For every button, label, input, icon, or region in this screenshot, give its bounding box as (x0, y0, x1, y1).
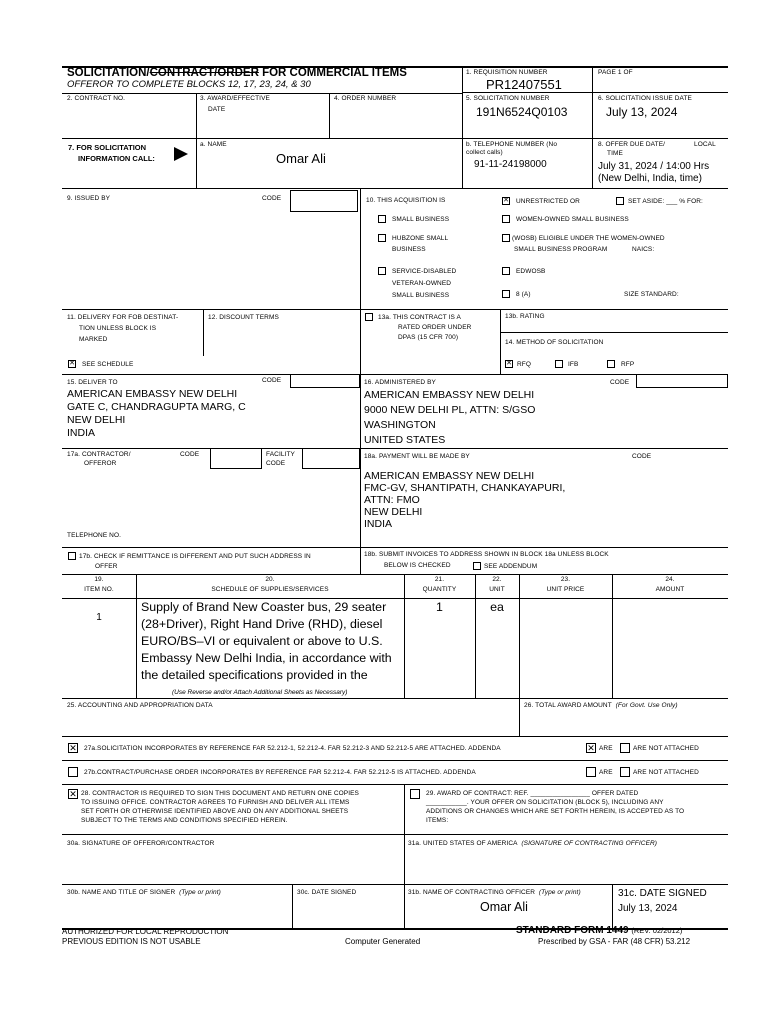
rfp-checkbox[interactable] (607, 360, 615, 368)
rated-order-label-3: DPAS (15 CFR 700) (398, 334, 459, 341)
payment-by-line-2[interactable]: FMC-GV, SHANTIPATH, CHANKAYAPURI, (364, 482, 566, 494)
unrestricted-label: UNRESTRICTED OR (516, 198, 580, 205)
size-standard-label: SIZE STANDARD: (624, 291, 679, 298)
sdvo-label-2: VETERAN-OWNED (392, 280, 452, 287)
27b-are-not-label: ARE NOT ATTACHED (633, 769, 699, 776)
administered-by-code-input[interactable] (636, 374, 728, 388)
col-item-label: ITEM NO. (84, 586, 114, 593)
payment-by-line-5[interactable]: INDIA (364, 518, 393, 530)
offer-due-label-1: 8. OFFER DUE DATE/ (598, 141, 666, 148)
block28-line-3: SET FORTH OR OTHERWISE IDENTIFIED ABOVE AND ON ANY ADDITIONAL SHEETS (81, 808, 349, 815)
clause-27a-checkbox[interactable]: ✕ (69, 743, 77, 753)
award-date-label: 3. AWARD/EFFECTIVE (200, 95, 270, 102)
item-number[interactable]: 1 (96, 612, 102, 623)
submit-invoices-label-2: BELOW IS CHECKED (384, 562, 451, 569)
administered-by-code-label: CODE (610, 379, 630, 386)
discount-terms-label: 12. DISCOUNT TERMS (208, 314, 279, 321)
block29-line-1: 29. AWARD OF CONTRACT: REF. ________________ OFFER DATED (426, 790, 639, 797)
req-number-label: 1. REQUISITION NUMBER (466, 69, 548, 76)
block29-line-3: ADDITIONS OR CHANGES WHICH ARE SET FORTH HEREIN, IS ACCEPTED AS TO (426, 808, 685, 815)
unrestricted-checkbox[interactable]: ✕ (503, 197, 509, 204)
award-contract-checkbox[interactable] (410, 789, 420, 799)
rated-order-checkbox[interactable] (365, 313, 373, 321)
payment-by-line-1[interactable]: AMERICAN EMBASSY NEW DELHI (364, 470, 535, 482)
info-call-label-2: INFORMATION CALL: (78, 154, 155, 163)
col-amount-label: AMOUNT (655, 586, 685, 593)
col-unit-price-num: 23. (560, 576, 571, 583)
deliver-to-code-label: CODE (262, 377, 282, 384)
administered-by-line-3[interactable]: WASHINGTON (364, 419, 436, 431)
form-subtitle: OFFEROR TO COMPLETE BLOCKS 12, 17, 23, 24, & 30 (67, 79, 311, 90)
arrow-right-icon (174, 147, 188, 161)
footer-form-id: STANDARD FORM 1449 (REV. 02/2012) (516, 925, 683, 936)
offer-due-value-2[interactable]: (New Delhi, India, time) (598, 173, 702, 184)
small-business-checkbox[interactable] (378, 215, 386, 223)
offeror-date-signed-label: 30c. DATE SIGNED (297, 889, 357, 896)
accounting-label: 25. ACCOUNTING AND APPROPRIATION DATA (67, 702, 213, 709)
offeror-signature-label: 30a. SIGNATURE OF OFFEROR/CONTRACTOR (67, 840, 215, 847)
deliver-to-line-2[interactable]: GATE C, CHANDRAGUPTA MARG, C (67, 401, 246, 413)
remittance-label-1: 17b. CHECK IF REMITTANCE IS DIFFERENT AND PUT SUCH ADDRESS IN (79, 553, 311, 560)
footer-computer-generated: Computer Generated (345, 937, 421, 946)
hubzone-label-2: BUSINESS (392, 246, 426, 253)
col-item-num: 19. (94, 576, 104, 583)
col-unit-price-label: UNIT PRICE (546, 586, 585, 593)
hubzone-checkbox[interactable] (378, 234, 386, 242)
block29-line-4: ITEMS: (426, 817, 449, 824)
telephone-label-2: collect calls) (466, 149, 503, 156)
clause-27b-label: 27b.CONTRACT/PURCHASE ORDER INCORPORATES BY REFERENCE FAR 52.212-4. FAR 52.212-5 IS ATTACHED. ADDENDA (84, 769, 476, 776)
col-unit-label: UNIT (489, 586, 505, 593)
facility-code-label-1: FACILITY (266, 451, 295, 458)
rfp-label: RFP (621, 361, 635, 368)
reverse-note: (Use Reverse and/or Attach Additional Sheets as Necessary) (172, 689, 348, 696)
rfq-label: RFQ (517, 361, 532, 368)
item-description-line-1: Supply of Brand New Coaster bus, 29 seater (141, 600, 387, 614)
co-name-value[interactable]: Omar Ali (480, 900, 528, 914)
item-unit[interactable]: ea (490, 600, 504, 614)
27a-are-not-label: ARE NOT ATTACHED (633, 745, 699, 752)
solicitation-number-value[interactable]: 191N6524Q0103 (476, 105, 568, 119)
name-value[interactable]: Omar Ali (276, 151, 326, 166)
submit-invoices-label-1: 18b. SUBMIT INVOICES TO ADDRESS SHOWN IN BLOCK 18a UNLESS BLOCK (364, 551, 609, 558)
col-schedule-label: SCHEDULE OF SUPPLIES/SERVICES (211, 586, 329, 593)
payment-by-line-3[interactable]: ATTN: FMO (364, 494, 420, 506)
offer-due-local-label: LOCAL (694, 141, 716, 148)
see-addendum-label: SEE ADDENDUM (484, 563, 538, 570)
co-date-signed-value[interactable]: July 13, 2024 (618, 903, 678, 914)
footer-reproduction: AUTHORIZED FOR LOCAL REPRODUCTION (62, 927, 229, 936)
see-schedule-checkbox[interactable]: ✕ (69, 360, 75, 367)
issue-date-value[interactable]: July 13, 2024 (606, 105, 678, 119)
ifb-checkbox[interactable] (555, 360, 563, 368)
27a-are-checkbox[interactable]: ✕ (587, 743, 595, 753)
administered-by-line-4[interactable]: UNITED STATES (364, 434, 446, 446)
payment-by-code-label: CODE (632, 453, 652, 460)
method-label: 14. METHOD OF SOLICITATION (505, 339, 604, 346)
clause-27b-checkbox[interactable] (68, 767, 78, 777)
sdvo-checkbox[interactable] (378, 267, 386, 275)
set-aside-checkbox[interactable] (616, 197, 624, 205)
remittance-checkbox[interactable] (68, 552, 76, 560)
block28-line-4: SUBJECT TO THE TERMS AND CONDITIONS SPECIFIED HEREIN. (81, 817, 288, 824)
clause-27a-label: 27a.SOLICITATION INCORPORATES BY REFERENCE FAR 52.212-1, 52.212-4. FAR 52.212-3 AND 52.212-5 ARE ATTACHED. ADDENDA (84, 745, 501, 752)
item-description[interactable] (139, 599, 403, 688)
form-title: SOLICITATION/CONTRACT/ORDER FOR COMMERCIAL ITEMS (67, 67, 407, 79)
payment-by-line-4[interactable]: NEW DELHI (364, 506, 423, 518)
deliver-to-line-1[interactable]: AMERICAN EMBASSY NEW DELHI (67, 388, 238, 400)
27a-are-label: ARE (599, 745, 613, 752)
rated-order-label-1: 13a. THIS CONTRACT IS A (378, 314, 461, 321)
ifb-label: IFB (568, 361, 579, 368)
col-schedule-num: 20. (265, 576, 275, 583)
issued-by-code-input[interactable] (290, 190, 358, 212)
co-name-label: 31b. NAME OF CONTRACTING OFFICER (Type or print) (408, 889, 581, 896)
administered-by-line-2[interactable]: 9000 NEW DELHI PL, ATTN: S/GSO (364, 404, 536, 416)
deliver-to-line-3[interactable]: NEW DELHI (67, 414, 126, 426)
signer-name-label: 30b. NAME AND TITLE OF SIGNER (Type or print) (67, 889, 221, 896)
hubzone-label-1: HUBZONE SMALL (392, 235, 449, 242)
offer-due-value-1[interactable]: July 31, 2024 / 14:00 Hrs (598, 161, 710, 172)
see-schedule-label: SEE SCHEDULE (82, 361, 134, 368)
item-description-line-3: EURO/BS–VI or equivalent or above to U.S. (141, 634, 383, 648)
item-description-line-4: Embassy New Delhi India, in accordance with (141, 651, 392, 665)
27b-are-not-checkbox[interactable] (620, 767, 630, 777)
page-label: PAGE 1 OF (598, 69, 633, 76)
women-owned-label: WOMEN-OWNED SMALL BUSINESS (516, 216, 629, 223)
rating-label: 13b. RATING (505, 313, 545, 320)
item-quantity[interactable]: 1 (436, 600, 443, 614)
see-addendum-checkbox[interactable] (473, 562, 481, 570)
deliver-to-code-input[interactable] (290, 374, 360, 388)
telephone-value[interactable]: 91-11-24198000 (474, 159, 547, 170)
block28-line-2: TO ISSUING OFFICE. CONTRACTOR AGREES TO FURNISH AND DELIVER ALL ITEMS (81, 799, 350, 806)
rated-order-label-2: RATED ORDER UNDER (398, 324, 472, 331)
block28-line-1: 28. CONTRACTOR IS REQUIRED TO SIGN THIS DOCUMENT AND RETURN ONE COPIES (81, 790, 359, 797)
small-business-label: SMALL BUSINESS (392, 216, 450, 223)
item-description-line-5: the detailed specifications provided in the (141, 668, 368, 682)
col-qty-label: QUANTITY (422, 586, 457, 593)
acquisition-label: 10. THIS ACQUISITION IS (366, 197, 446, 204)
27a-are-not-checkbox[interactable] (620, 743, 630, 753)
contractor-sign-checkbox[interactable]: ✕ (69, 789, 77, 799)
footer-previous-edition: PREVIOUS EDITION IS NOT USABLE (62, 937, 201, 946)
issued-by-code-label: CODE (262, 195, 282, 202)
wosb-label-2: SMALL BUSINESS PROGRAM (514, 246, 608, 253)
delivery-fob-label-1: 11. DELIVERY FOR FOB DESTINAT- (67, 314, 179, 321)
offer-due-label-2: TIME (607, 150, 623, 157)
remittance-label-2: OFFER (95, 563, 118, 570)
set-aside-label: SET ASIDE: ___ % FOR: (628, 198, 703, 205)
women-owned-checkbox[interactable] (502, 215, 510, 223)
col-unit-num: 22. (492, 576, 502, 583)
award-date-sublabel: DATE (208, 106, 226, 113)
co-signature-label: 31a. UNITED STATES OF AMERICA (SIGNATURE OF CONTRACTING OFFICER) (408, 840, 658, 847)
col-qty-num: 21. (434, 576, 445, 583)
wosb-checkbox[interactable] (502, 234, 510, 242)
eight-a-label: 8 (A) (516, 291, 531, 298)
order-number-label: 4. ORDER NUMBER (334, 95, 397, 102)
administered-by-line-1[interactable]: AMERICAN EMBASSY NEW DELHI (364, 389, 535, 401)
info-call-label-1: 7. FOR SOLICITATION (68, 143, 147, 152)
deliver-to-label: 15. DELIVER TO (67, 379, 118, 386)
administered-by-label: 16. ADMINISTERED BY (364, 379, 436, 386)
contractor-code-input[interactable] (210, 448, 262, 469)
facility-code-label-2: CODE (266, 460, 286, 467)
payment-by-label: 18a. PAYMENT WILL BE MADE BY (364, 453, 470, 460)
facility-code-input[interactable] (302, 448, 360, 469)
edwosb-checkbox[interactable] (502, 267, 510, 275)
27b-are-checkbox[interactable] (586, 767, 596, 777)
solicitation-number-label: 5. SOLICITATION NUMBER (466, 95, 550, 102)
contractor-code-label: CODE (180, 451, 200, 458)
contractor-label-1: 17a. CONTRACTOR/ (67, 451, 131, 458)
block29-line-2: ___________. YOUR OFFER ON SOLICITATION (BLOCK 5), INCLUDING ANY (426, 799, 664, 806)
delivery-fob-label-2: TION UNLESS BLOCK IS (79, 325, 157, 332)
footer-prescribed: Prescribed by GSA - FAR (48 CFR) 53.212 (538, 937, 691, 946)
req-number-value[interactable]: PR12407551 (486, 77, 562, 92)
total-award-label: 26. TOTAL AWARD AMOUNT (For Govt. Use Only) (524, 702, 678, 709)
issue-date-label: 6. SOLICITATION ISSUE DATE (598, 95, 692, 102)
issued-by-label: 9. ISSUED BY (67, 195, 111, 202)
item-description-line-2: (28+Driver), Right Hand Drive (RHD), diesel (141, 617, 383, 631)
contract-no-label: 2. CONTRACT NO. (67, 95, 126, 102)
contractor-label-2: OFFEROR (84, 460, 117, 467)
27b-are-label: ARE (599, 769, 613, 776)
sdvo-label-1: SERVICE-DISABLED (392, 268, 457, 275)
edwosb-label: EDWOSB (516, 268, 546, 275)
name-label: a. NAME (200, 141, 227, 148)
telephone-no-label: TELEPHONE NO. (67, 532, 122, 539)
delivery-fob-label-3: MARKED (79, 336, 108, 343)
eight-a-checkbox[interactable] (502, 290, 510, 298)
col-amount-num: 24. (665, 576, 675, 583)
wosb-label-1: (WOSB) ELIGIBLE UNDER THE WOMEN-OWNED (512, 235, 665, 242)
naics-label: NAICS: (632, 246, 655, 253)
co-date-signed-label: 31c. DATE SIGNED (618, 888, 707, 899)
sdvo-label-3: SMALL BUSINESS (392, 292, 450, 299)
rfq-checkbox[interactable]: ✕ (506, 360, 512, 367)
deliver-to-line-4[interactable]: INDIA (67, 427, 96, 439)
telephone-label-1: b. TELEPHONE NUMBER (No (466, 141, 558, 148)
